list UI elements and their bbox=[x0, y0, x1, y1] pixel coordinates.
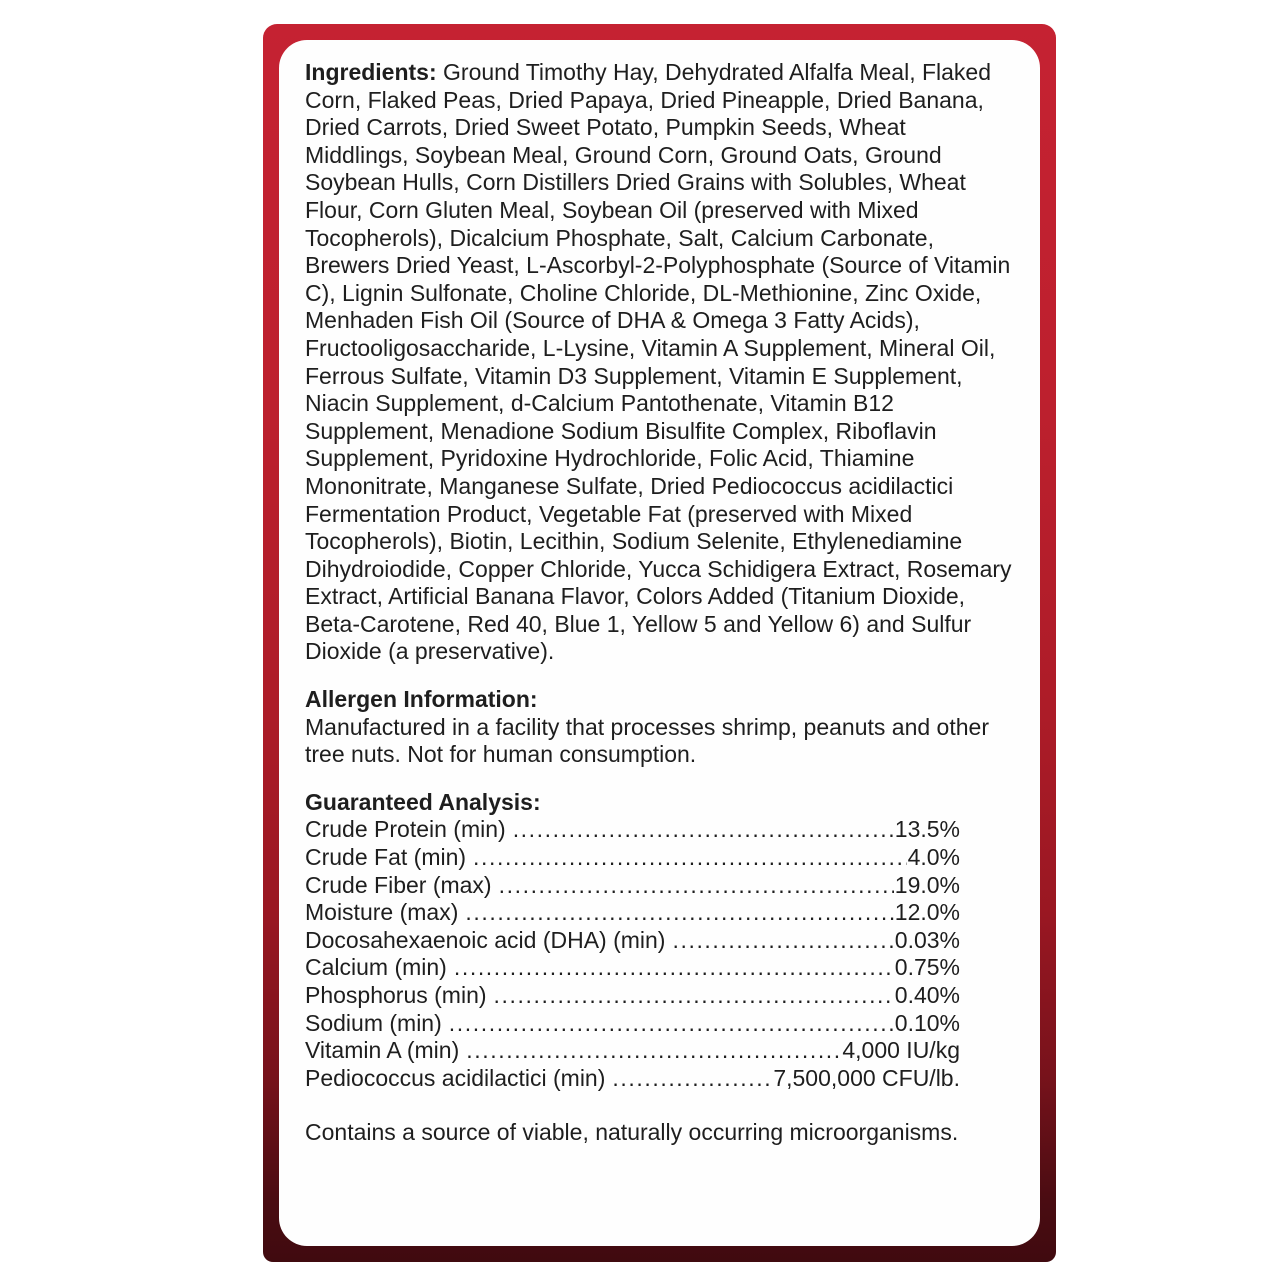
ga-row-label: Moisture (max) bbox=[305, 899, 459, 926]
table-row bbox=[305, 872, 960, 900]
table-row bbox=[305, 1010, 960, 1038]
ingredients-text: Ground Timothy Hay, Dehydrated Alfalfa Meal, Flaked Corn, Flaked Peas, Dried Papaya, Dried Pineapple, Dried Banana, Dried Carrots, Dried Sweet Potato, Pumpkin Seeds, Wheat Middlings, Soybean Meal, Ground Corn, Ground Oats, Ground Soybean Hulls, Corn Distillers Dried Grains with Solubles, Wheat Flour, Corn Gluten Meal, Soybean Oil (preserved with Mixed Tocopherols), Dicalcium Phosphate, Salt, Calcium Carbonate, Brewers Dried Yeast, L-Ascorbyl-2-Polyphosphate (Source of Vitamin C), Lignin Sulfonate, Choline Chloride, DL-Methionine, Zinc Oxide, Menhaden Fish Oil (Source of DHA & Omega 3 Fatty Acids), Fructooligosaccharide, L-Lysine, Vitamin A Supplement, Mineral Oil, Ferrous Sulfate, Vitamin D3 Supplement, Vitamin E Supplement, Niacin Supplement, d-Calcium Pantothenate, Vitamin B12 Supplement, Menadione Sodium Bisulfite Complex, Riboflavin Supplement, Pyridoxine Hydrochloride, Folic Acid, Thiamine Mononitrate, Manganese Sulfate, Dried Pediococcus acidilactici Fermentation Product, Vegetable Fat (preserved with Mixed Tocopherols), Biotin, Lecithin, Sodium Selenite, Ethylenediamine Dihydroiodide, Copper Chloride, Yucca Schidigera Extract, Rosemary Extract, Artificial Banana Flavor, Colors Added (Titanium Dioxide, Beta-Carotene, Red 40, Blue 1, Yellow 5 and Yellow 6) and Sulfur Dioxide (a preservative). bbox=[305, 59, 1012, 665]
dot-leader bbox=[494, 982, 894, 1010]
guaranteed-analysis-heading: Guaranteed Analysis: bbox=[305, 788, 541, 815]
ga-row-value: 19.0% bbox=[894, 871, 960, 898]
ga-row-label: Sodium (min) bbox=[305, 1009, 442, 1036]
label-card bbox=[279, 40, 1040, 1246]
ga-row-value: 0.10% bbox=[894, 1009, 960, 1036]
table-row bbox=[305, 899, 960, 927]
dot-leader bbox=[449, 1010, 894, 1038]
label-red-panel bbox=[263, 24, 1056, 1262]
allergen-text: Manufactured in a facility that processes shrimp, peanuts and other tree nuts. Not for human consumption. bbox=[305, 713, 989, 768]
table-row bbox=[305, 844, 960, 872]
ga-row-value: 0.03% bbox=[894, 926, 960, 953]
ga-row-value: 0.75% bbox=[894, 954, 960, 981]
ga-row-label: Docosahexaenoic acid (DHA) (min) bbox=[305, 926, 666, 953]
dot-leader bbox=[499, 872, 894, 900]
dot-leader bbox=[466, 1037, 841, 1065]
ga-row-label: Phosphorus (min) bbox=[305, 982, 487, 1008]
allergen-heading: Allergen Information: bbox=[305, 686, 538, 713]
ga-row-value: 4.0% bbox=[907, 844, 960, 871]
dot-leader bbox=[465, 899, 893, 927]
ga-row-label: Vitamin A (min) bbox=[305, 1037, 460, 1064]
table-row bbox=[305, 954, 960, 982]
dot-leader bbox=[672, 927, 893, 955]
ga-row-value: 0.40% bbox=[894, 982, 960, 1008]
ga-row-label: Crude Fiber (max) bbox=[305, 871, 492, 898]
table-row bbox=[305, 1037, 960, 1065]
dot-leader bbox=[513, 816, 894, 844]
ga-row-label: Calcium (min) bbox=[305, 954, 447, 981]
ga-row-value: 7,500,000 CFU/lb. bbox=[773, 1064, 960, 1091]
ga-row-value: 12.0% bbox=[894, 899, 960, 926]
guaranteed-analysis-table bbox=[305, 816, 960, 1092]
ingredients-paragraph bbox=[305, 59, 1014, 666]
table-row bbox=[305, 1065, 960, 1093]
ga-row-label: Crude Protein (min) bbox=[305, 816, 506, 843]
table-row bbox=[305, 982, 960, 1010]
table-row bbox=[305, 816, 960, 844]
dot-leader bbox=[612, 1065, 772, 1093]
dot-leader bbox=[473, 844, 907, 872]
table-row bbox=[305, 927, 960, 955]
ga-row-value: 13.5% bbox=[894, 816, 960, 843]
dot-leader bbox=[454, 954, 894, 982]
ga-row-value: 4,000 IU/kg bbox=[842, 1037, 960, 1064]
ga-row-label: Pediococcus acidilactici (min) bbox=[305, 1064, 606, 1091]
ingredients-heading: Ingredients: bbox=[305, 59, 437, 85]
microorganisms-note: Contains a source of viable, naturally occurring microorganisms. bbox=[305, 1119, 959, 1146]
ga-row-label: Crude Fat (min) bbox=[305, 844, 467, 871]
